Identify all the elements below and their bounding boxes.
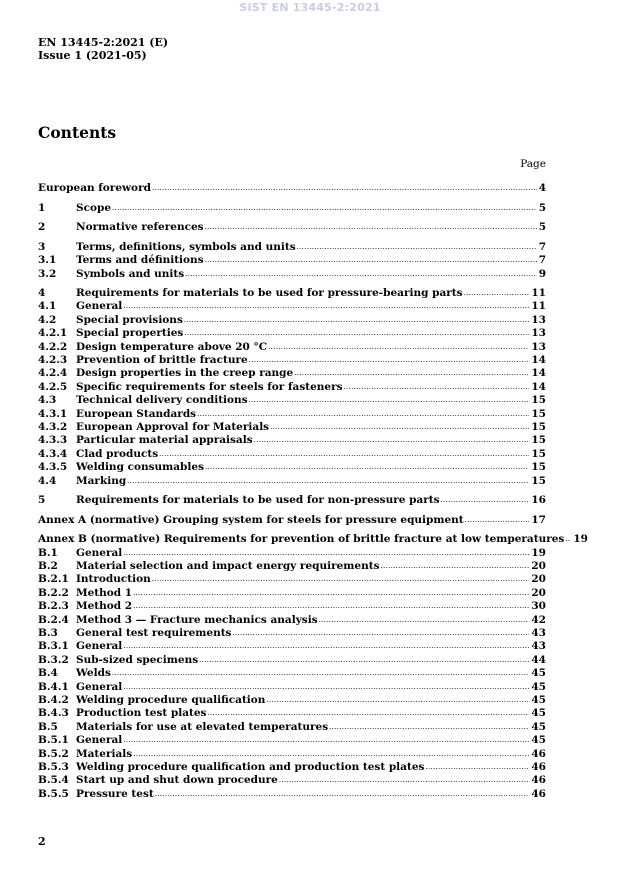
toc-entry-number: B.5.1 (38, 734, 69, 747)
dot-leader (185, 268, 537, 281)
toc-entry-number: 4.2.3 (38, 354, 68, 367)
toc-entry-page: 14 (531, 367, 546, 380)
dot-leader (205, 221, 537, 234)
dot-leader (123, 640, 529, 653)
toc-entry-title: Terms, definitions, symbols and units (76, 240, 296, 253)
toc-entry-page: 4 (538, 182, 546, 194)
toc-entry[interactable] (38, 394, 546, 407)
dot-leader (123, 547, 529, 560)
toc-entry-number: 4.3.4 (38, 447, 68, 460)
table-of-contents (38, 182, 588, 801)
dot-leader (465, 514, 530, 527)
toc-entry-title: Particular material appraisals (76, 434, 253, 447)
toc-entry-page: 13 (531, 313, 546, 326)
toc-entry-title: Materials for use at elevated temperatures (76, 720, 329, 733)
toc-entry-page: 14 (531, 380, 546, 393)
toc-entry-page: 15 (531, 461, 546, 474)
toc-entry-title: General test requirements (76, 627, 232, 640)
toc-entry-page: 20 (531, 560, 546, 573)
toc-entry[interactable] (38, 448, 546, 461)
toc-entry[interactable] (38, 514, 546, 527)
toc-entry[interactable] (38, 533, 588, 546)
dot-leader (205, 254, 537, 267)
dot-leader (319, 614, 530, 627)
dot-leader (123, 681, 529, 694)
toc-entry-title: Material selection and impact energy requirements (76, 560, 380, 573)
dot-leader (155, 788, 530, 801)
toc-entry-title: Clad products (76, 447, 159, 460)
dot-leader (441, 494, 530, 507)
toc-entry[interactable] (38, 461, 546, 474)
dot-leader (565, 533, 571, 546)
toc-entry-title: Welds (76, 667, 111, 680)
toc-entry-page: 43 (531, 640, 546, 653)
toc-entry[interactable] (38, 300, 546, 313)
toc-entry-title: Normative references (76, 221, 204, 234)
toc-entry-number: B.5.2 (38, 747, 69, 760)
toc-entry[interactable] (38, 761, 546, 774)
toc-entry-page: 16 (531, 494, 546, 507)
toc-entry-page: 15 (531, 394, 546, 407)
toc-entry-page: 14 (531, 354, 546, 367)
dot-leader (199, 654, 529, 667)
toc-entry-number: 4.3.1 (38, 407, 68, 420)
dot-leader (232, 627, 529, 640)
page-number: 2 (38, 835, 46, 848)
toc-entry-page: 7 (538, 254, 546, 267)
toc-entry-number: 1 (38, 201, 46, 214)
dot-leader (184, 327, 529, 340)
toc-entry-page: 30 (531, 600, 546, 613)
toc-entry-title: General (76, 680, 123, 693)
toc-entry-number: B.2.1 (38, 573, 69, 586)
toc-entry-page: 13 (531, 327, 546, 340)
toc-entry-title: Method 3 — Fracture mechanics analysis (76, 613, 318, 626)
dot-leader (297, 241, 537, 254)
toc-entry-page: 15 (531, 447, 546, 460)
toc-entry-page: 45 (531, 720, 546, 733)
toc-entry-title: Annex A (normative) Grouping system for steels for pressure equipment (38, 513, 464, 526)
toc-entry-title: Method 2 (76, 600, 133, 613)
dot-leader (133, 600, 529, 613)
toc-entry-title: Method 1 (76, 586, 133, 599)
toc-entry-page: 45 (531, 734, 546, 747)
toc-entry-title: European foreword (38, 182, 151, 194)
toc-entry-title: Requirements for materials to be used for pressure-bearing parts (76, 287, 463, 300)
toc-entry-title: Materials (76, 747, 133, 760)
toc-entry-page: 19 (573, 533, 588, 546)
toc-entry-number: B.2.3 (38, 600, 69, 613)
dot-leader (279, 774, 530, 787)
toc-entry[interactable] (38, 287, 546, 300)
toc-entry-title: Start up and shut down procedure (76, 774, 278, 787)
toc-entry-page: 46 (531, 747, 546, 760)
toc-entry[interactable] (38, 314, 546, 327)
toc-entry[interactable] (38, 381, 546, 394)
dot-leader (425, 761, 529, 774)
toc-entry-number: B.2.2 (38, 586, 69, 599)
toc-entry-title: General (76, 546, 123, 559)
toc-entry[interactable] (38, 547, 546, 560)
toc-entry-number: 5 (38, 494, 46, 507)
dot-leader (294, 367, 529, 380)
toc-entry-number: B.5.4 (38, 774, 69, 787)
toc-entry-title: Prevention of brittle fracture (76, 354, 248, 367)
toc-entry-number: 4.2 (38, 313, 57, 326)
dot-leader (112, 202, 537, 215)
dot-leader (268, 341, 529, 354)
dot-leader (152, 573, 530, 586)
dot-leader (152, 182, 537, 195)
dot-leader (249, 394, 530, 407)
toc-entry-title: European Standards (76, 407, 197, 420)
toc-entry-number: B.3.2 (38, 653, 69, 666)
toc-entry-title: Scope (76, 201, 112, 214)
toc-entry-title: Welding consumables (76, 461, 204, 474)
toc-entry-title: Welding procedure qualification and production test plates (76, 760, 425, 773)
toc-entry-number: B.5 (38, 720, 58, 733)
toc-entry-title: Introduction (76, 573, 151, 586)
toc-entry-title: Marking (76, 474, 127, 487)
toc-entry-number: B.1 (38, 546, 58, 559)
toc-entry[interactable] (38, 202, 546, 215)
toc-entry[interactable] (38, 494, 546, 507)
toc-entry[interactable] (38, 721, 546, 734)
toc-entry[interactable] (38, 774, 546, 787)
toc-entry-number: B.5.3 (38, 760, 69, 773)
toc-entry-title: Welding procedure qualification (76, 693, 266, 706)
toc-entry-title: Special properties (76, 327, 184, 340)
toc-entry-number: 4.3 (38, 394, 57, 407)
toc-entry-number: 2 (38, 221, 46, 234)
toc-entry-number: 4.2.5 (38, 380, 68, 393)
toc-entry-number: B.2 (38, 560, 58, 573)
toc-entry-page: 17 (531, 513, 546, 526)
dot-leader (123, 300, 529, 313)
toc-entry-page: 45 (531, 707, 546, 720)
toc-entry-number: 3 (38, 240, 46, 253)
toc-entry[interactable] (38, 614, 546, 627)
toc-entry-number: 4.1 (38, 300, 57, 313)
issue-label: Issue 1 (2021-05) (38, 49, 147, 62)
toc-entry[interactable] (38, 268, 546, 281)
dot-leader (344, 381, 530, 394)
toc-entry-page: 15 (531, 474, 546, 487)
dot-leader (123, 734, 529, 747)
toc-entry-page: 13 (531, 340, 546, 353)
toc-entry-number: 4.3.3 (38, 434, 68, 447)
toc-entry[interactable] (38, 408, 546, 421)
toc-entry-page: 19 (531, 546, 546, 559)
toc-entry-title: General (76, 300, 123, 313)
dot-leader (205, 461, 529, 474)
dot-leader (266, 694, 529, 707)
toc-entry-title: Symbols and units (76, 267, 185, 280)
toc-entry-number: 4.3.2 (38, 421, 68, 433)
toc-entry[interactable] (38, 421, 546, 434)
toc-entry-title: Specific requirements for steels for fasteners (76, 380, 343, 393)
toc-entry-title: Special provisions (76, 313, 183, 326)
toc-entry-page: 5 (538, 201, 546, 214)
toc-entry-number: B.4.1 (38, 680, 69, 693)
toc-entry[interactable] (38, 182, 546, 195)
toc-entry-title: General (76, 734, 123, 747)
toc-entry-title: Terms and définitions (76, 254, 204, 267)
toc-entry[interactable] (38, 327, 546, 340)
toc-entry-number: B.2.4 (38, 613, 69, 626)
toc-entry-number: 4.2.1 (38, 327, 68, 340)
dot-leader (112, 667, 530, 680)
dot-leader (184, 314, 530, 327)
toc-entry-number: B.4.3 (38, 707, 69, 720)
toc-entry-number: 4.4 (38, 474, 57, 487)
toc-entry-page: 15 (531, 421, 546, 433)
toc-entry[interactable] (38, 654, 546, 667)
toc-entry-number: 4.2.4 (38, 367, 68, 380)
toc-entry-number: 3.1 (38, 254, 57, 267)
toc-entry-page: 15 (531, 434, 546, 447)
toc-entry[interactable] (38, 560, 546, 573)
toc-entry[interactable] (38, 694, 546, 707)
toc-entry[interactable] (38, 254, 546, 267)
toc-entry[interactable] (38, 434, 546, 447)
toc-entry[interactable] (38, 734, 546, 747)
contents-heading: Contents (38, 123, 117, 142)
dot-leader (254, 434, 530, 447)
toc-entry-number: B.3.1 (38, 640, 69, 653)
toc-entry[interactable] (38, 367, 546, 380)
toc-entry[interactable] (38, 748, 546, 761)
toc-entry-title: Requirements for materials to be used for non-pressure parts (76, 494, 440, 507)
toc-entry-number: 4 (38, 287, 46, 300)
dot-leader (127, 475, 529, 488)
toc-entry-number: 4.2.2 (38, 340, 68, 353)
toc-entry[interactable] (38, 475, 546, 488)
toc-entry-page: 11 (531, 300, 546, 313)
toc-entry-page: 20 (531, 586, 546, 599)
toc-entry[interactable] (38, 667, 546, 680)
toc-entry-page: 45 (531, 693, 546, 706)
toc-entry-number: 4.3.5 (38, 461, 68, 474)
toc-entry-title: Production test plates (76, 707, 207, 720)
toc-entry-page: 46 (531, 787, 546, 800)
toc-entry-page: 46 (531, 760, 546, 773)
toc-entry[interactable] (38, 788, 546, 801)
toc-entry-title: Pressure test (76, 787, 154, 800)
dot-leader (207, 707, 529, 720)
toc-entry-page: 43 (531, 627, 546, 640)
dot-leader (381, 560, 530, 573)
toc-entry-number: B.4 (38, 667, 58, 680)
toc-entry-title: Sub-sized specimens (76, 653, 199, 666)
toc-entry-page: 45 (531, 680, 546, 693)
toc-entry-page: 44 (531, 653, 546, 666)
toc-entry[interactable] (38, 573, 546, 586)
dot-leader (133, 587, 529, 600)
standard-number: EN 13445-2:2021 (E) (38, 36, 169, 49)
toc-entry[interactable] (38, 681, 546, 694)
toc-entry[interactable] (38, 640, 546, 653)
toc-entry[interactable] (38, 241, 546, 254)
dot-leader (464, 287, 530, 300)
toc-entry-number: B.4.2 (38, 693, 69, 706)
toc-entry-page: 7 (538, 240, 546, 253)
toc-entry-page: 46 (531, 774, 546, 787)
toc-entry[interactable] (38, 341, 546, 354)
dot-leader (197, 408, 529, 421)
page-column-label: Page (520, 158, 546, 170)
toc-entry[interactable] (38, 354, 546, 367)
dot-leader (270, 421, 529, 434)
toc-entry-title: Annex B (normative) Requirements for prevention of brittle fracture at low temperatures (38, 533, 565, 546)
toc-entry[interactable] (38, 587, 546, 600)
toc-entry-page: 9 (538, 267, 546, 280)
toc-entry[interactable] (38, 627, 546, 640)
toc-entry-number: 3.2 (38, 267, 57, 280)
toc-entry-page: 20 (531, 573, 546, 586)
toc-entry-title: European Approval for Materials (76, 421, 270, 433)
toc-entry-title: Technical delivery conditions (76, 394, 248, 407)
document-identifier (38, 36, 168, 62)
dot-leader (133, 748, 529, 761)
watermark: SIST EN 13445-2:2021 (239, 1, 381, 14)
toc-entry-page: 15 (531, 407, 546, 420)
toc-entry-page: 5 (538, 221, 546, 234)
toc-entry-title: Design properties in the creep range (76, 367, 294, 380)
toc-entry-title: Design temperature above 20 °C (76, 340, 268, 353)
toc-entry-page: 11 (531, 287, 546, 300)
toc-entry[interactable] (38, 707, 546, 720)
dot-leader (329, 721, 529, 734)
dot-leader (159, 448, 529, 461)
toc-entry-page: 42 (531, 613, 546, 626)
dot-leader (249, 354, 530, 367)
toc-entry-title: General (76, 640, 123, 653)
toc-entry-page: 45 (531, 667, 546, 680)
toc-entry[interactable] (38, 221, 546, 234)
toc-entry-number: B.3 (38, 627, 58, 640)
toc-entry[interactable] (38, 600, 546, 613)
toc-entry-number: B.5.5 (38, 787, 69, 800)
